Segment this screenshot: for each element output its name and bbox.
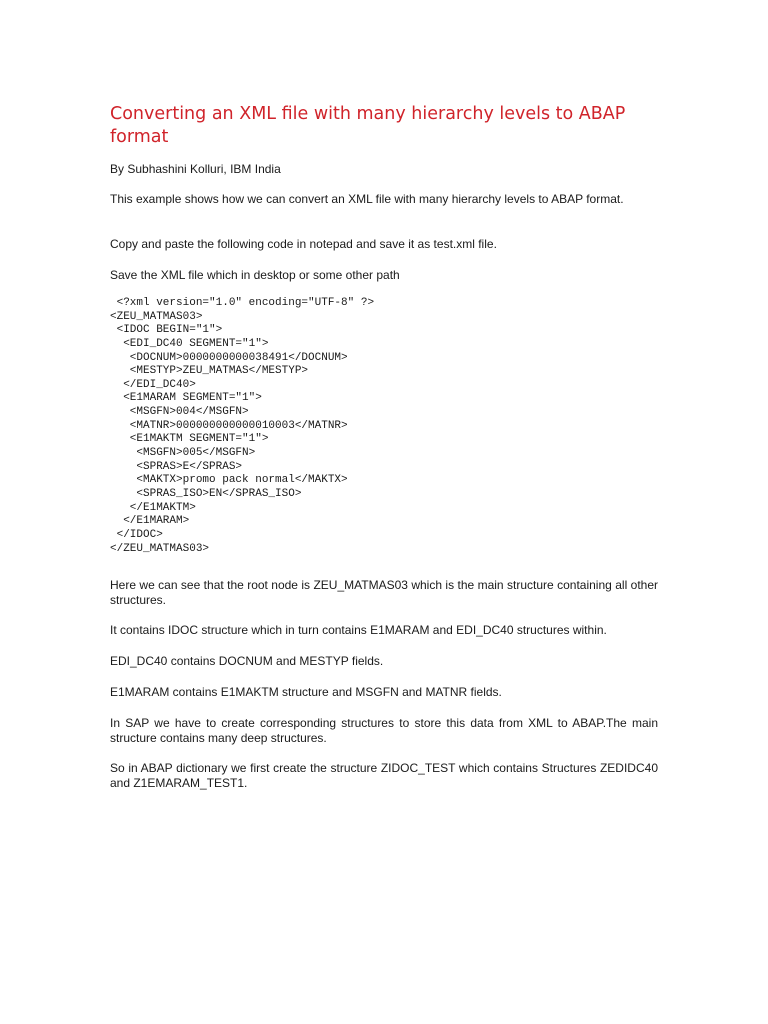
code-line: <MSGFN>004</MSGFN> [110,406,249,419]
code-line: </E1MAKTM> [110,501,196,514]
code-line: </EDI_DC40> [110,378,196,391]
code-line: <MSGFN>005</MSGFN> [110,447,256,460]
sap-paragraph: In SAP we have to create corresponding structures to store this data from XML to ABAP.The main structure contains many deep structures. [110,716,658,745]
dictionary-paragraph: So in ABAP dictionary we first create the structure ZIDOC_TEST which contains Structures ZEDIDC40 and Z1EMARAM_TEST1. [110,761,658,790]
copy-instruction: Copy and paste the following code in notepad and save it as test.xml file. [110,237,497,251]
edi-paragraph: EDI_DC40 contains DOCNUM and MESTYP fields. [110,654,384,668]
root-node-paragraph: Here we can see that the root node is ZEU_MATMAS03 which is the main structure containing all other structures. [110,578,658,607]
code-line: <SPRAS>E</SPRAS> [110,460,243,473]
e1maram-paragraph: E1MARAM contains E1MAKTM structure and MSGFN and MATNR fields. [110,685,502,699]
intro-paragraph: This example shows how we can convert an XML file with many hierarchy levels to ABAP format. [110,192,624,206]
code-line: </IDOC> [110,528,163,541]
code-line: <E1MARAM SEGMENT="1"> [110,392,262,405]
code-line: </E1MARAM> [110,515,190,528]
code-line: <SPRAS_ISO>EN</SPRAS_ISO> [110,487,302,500]
code-line: <ZEU_MATMAS03> [110,310,203,323]
code-line: <MAKTX>promo pack normal</MAKTX> [110,474,348,487]
code-line: </ZEU_MATMAS03> [110,542,210,555]
code-line: <MATNR>000000000000010003</MATNR> [110,419,348,432]
code-line: <MESTYP>ZEU_MATMAS</MESTYP> [110,365,309,378]
save-instruction: Save the XML file which in desktop or some other path [110,268,400,282]
code-line: <?xml version="1.0" encoding="UTF-8" ?> [110,297,375,309]
code-line: <EDI_DC40 SEGMENT="1"> [110,337,269,350]
author-line: By Subhashini Kolluri, IBM India [110,162,281,176]
code-line: <DOCNUM>0000000000038491</DOCNUM> [110,351,348,364]
code-line: <IDOC BEGIN="1"> [110,324,223,337]
code-line: <E1MAKTM SEGMENT="1"> [110,433,269,446]
idoc-paragraph: It contains IDOC structure which in turn contains E1MARAM and EDI_DC40 structures within. [110,623,607,637]
document-title: Converting an XML file with many hierarchy levels to ABAP format [110,104,626,147]
xml-code-block [110,297,658,556]
